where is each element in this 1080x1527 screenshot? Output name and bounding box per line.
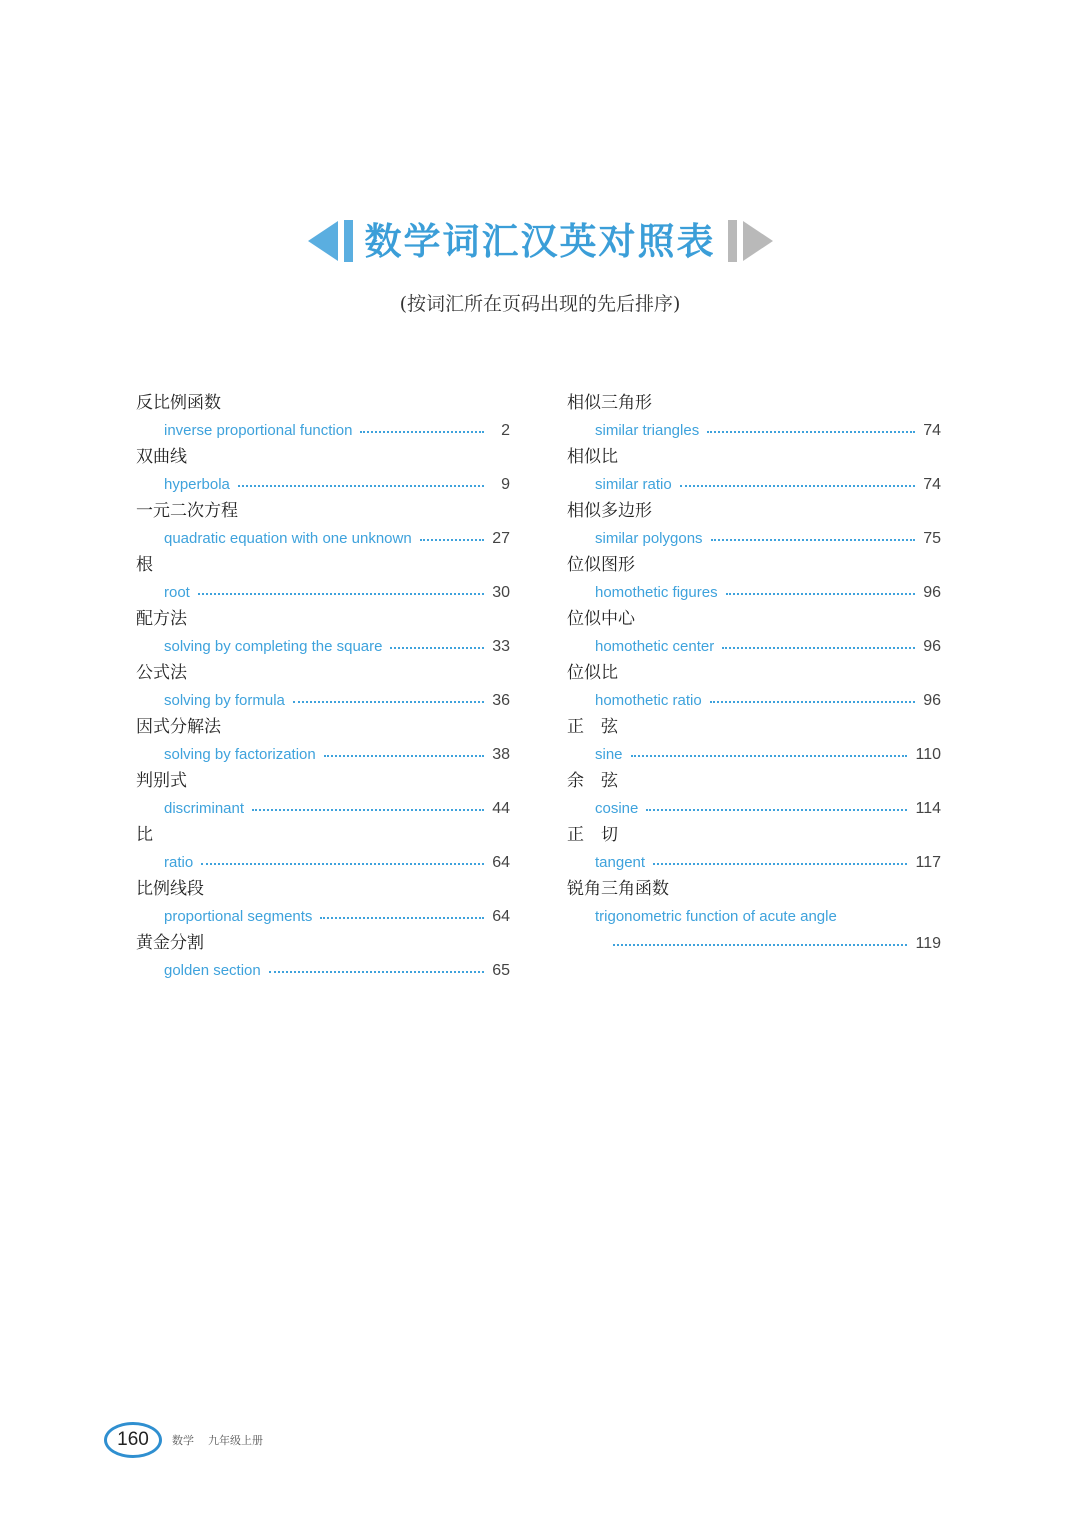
footer-subject: 数学 xyxy=(172,1434,194,1447)
dot-leader xyxy=(613,944,907,946)
page-ref: 44 xyxy=(492,799,510,817)
english-term: trigonometric function of acute angle xyxy=(595,908,837,925)
glossary-entry xyxy=(136,822,510,876)
page-ref: 36 xyxy=(492,691,510,709)
dot-leader xyxy=(726,593,915,595)
dot-leader xyxy=(198,593,484,595)
english-term: root xyxy=(164,584,190,601)
english-term: ratio xyxy=(164,854,194,871)
english-row xyxy=(567,471,941,498)
left-bar-icon xyxy=(344,220,353,262)
dot-leader xyxy=(646,809,907,811)
chinese-term: 公式法 xyxy=(136,663,187,683)
english-term: homothetic center xyxy=(595,638,715,655)
english-term: sine xyxy=(595,746,623,763)
dot-leader xyxy=(269,971,484,973)
page-ref: 30 xyxy=(492,583,510,601)
glossary-entry xyxy=(136,930,510,984)
english-row xyxy=(136,579,510,606)
chinese-term: 正 切 xyxy=(567,825,618,845)
chinese-term: 位似图形 xyxy=(567,555,635,575)
english-term: similar polygons xyxy=(595,530,703,547)
chinese-term: 配方法 xyxy=(136,609,187,629)
dot-leader xyxy=(360,431,484,433)
footer-grade: 九年级上册 xyxy=(208,1434,263,1447)
page-ref: 9 xyxy=(501,475,510,493)
left-arrow-decoration xyxy=(308,220,353,262)
english-row xyxy=(136,525,510,552)
dot-leader xyxy=(201,863,484,865)
chinese-term: 比例线段 xyxy=(136,879,204,899)
dot-leader xyxy=(722,647,915,649)
english-row xyxy=(136,471,510,498)
right-arrow-decoration xyxy=(728,220,773,262)
dot-leader xyxy=(631,755,908,757)
english-row xyxy=(136,687,510,714)
glossary-entry xyxy=(567,498,941,552)
glossary-entry xyxy=(136,714,510,768)
glossary-entry xyxy=(567,714,941,768)
glossary-entry xyxy=(567,552,941,606)
title-row xyxy=(0,215,1080,267)
page-ref: 96 xyxy=(923,637,941,655)
chinese-term: 锐角三角函数 xyxy=(567,879,669,899)
page-ref: 64 xyxy=(492,853,510,871)
right-column xyxy=(567,390,941,957)
page-number-badge xyxy=(104,1422,162,1458)
page-ref: 117 xyxy=(915,853,941,871)
chinese-term: 因式分解法 xyxy=(136,717,221,737)
chinese-term: 相似三角形 xyxy=(567,393,652,413)
english-row xyxy=(567,633,941,660)
english-term: solving by factorization xyxy=(164,746,316,763)
glossary-entry xyxy=(567,444,941,498)
dot-leader xyxy=(420,539,484,541)
english-term: solving by completing the square xyxy=(164,638,383,655)
english-term: tangent xyxy=(595,854,646,871)
left-column xyxy=(136,390,510,984)
page-ref: 65 xyxy=(492,961,510,979)
dot-leader xyxy=(252,809,484,811)
english-row-continued xyxy=(567,930,941,957)
english-row xyxy=(136,957,510,984)
english-term: proportional segments xyxy=(164,908,313,925)
english-row xyxy=(567,525,941,552)
english-row xyxy=(567,849,941,876)
english-term: inverse proportional function xyxy=(164,422,353,439)
english-term: similar ratio xyxy=(595,476,672,493)
glossary-entry xyxy=(567,876,941,957)
english-row xyxy=(136,903,510,930)
glossary-entry xyxy=(567,768,941,822)
chinese-term: 一元二次方程 xyxy=(136,501,238,521)
page-ref: 74 xyxy=(923,421,941,439)
glossary-entry xyxy=(567,660,941,714)
page-header xyxy=(0,215,1080,316)
page-ref: 64 xyxy=(492,907,510,925)
page-ref: 74 xyxy=(923,475,941,493)
english-term: discriminant xyxy=(164,800,245,817)
english-term: quadratic equation with one unknown xyxy=(164,530,412,547)
dot-leader xyxy=(710,701,915,703)
page-ref: 2 xyxy=(501,421,510,439)
english-row xyxy=(136,741,510,768)
chinese-term: 反比例函数 xyxy=(136,393,221,413)
glossary-entry xyxy=(136,390,510,444)
dot-leader xyxy=(324,755,484,757)
chinese-term: 判别式 xyxy=(136,771,187,791)
dot-leader xyxy=(238,485,484,487)
english-term: hyperbola xyxy=(164,476,230,493)
glossary-entry xyxy=(567,822,941,876)
chinese-term: 相似多边形 xyxy=(567,501,652,521)
glossary-entry xyxy=(567,606,941,660)
chinese-term: 余 弦 xyxy=(567,771,618,791)
english-term: solving by formula xyxy=(164,692,285,709)
english-term: golden section xyxy=(164,962,261,979)
chinese-term: 黄金分割 xyxy=(136,933,204,953)
page-ref: 114 xyxy=(915,799,941,817)
english-row xyxy=(567,795,941,822)
glossary-entry xyxy=(136,498,510,552)
english-term: homothetic ratio xyxy=(595,692,702,709)
page-ref: 110 xyxy=(915,745,941,763)
english-term: cosine xyxy=(595,800,639,817)
chinese-term: 位似中心 xyxy=(567,609,635,629)
english-row xyxy=(136,417,510,444)
dot-leader xyxy=(390,647,484,649)
english-row xyxy=(567,579,941,606)
english-term: homothetic figures xyxy=(595,584,718,601)
footer-text xyxy=(172,1432,277,1448)
glossary-entry xyxy=(136,444,510,498)
right-triangle-icon xyxy=(743,221,773,261)
english-row xyxy=(567,417,941,444)
page-ref: 119 xyxy=(915,934,941,952)
page-title: 数学词汇汉英对照表 xyxy=(364,219,716,263)
page-number: 160 xyxy=(117,1429,149,1450)
english-row xyxy=(136,849,510,876)
chinese-term: 位似比 xyxy=(567,663,618,683)
english-term: similar triangles xyxy=(595,422,700,439)
dot-leader xyxy=(680,485,915,487)
chinese-term: 比 xyxy=(136,825,153,845)
english-row xyxy=(136,633,510,660)
dot-leader xyxy=(707,431,915,433)
english-row xyxy=(136,795,510,822)
english-row xyxy=(567,687,941,714)
page-ref: 27 xyxy=(492,529,510,547)
dot-leader xyxy=(711,539,915,541)
page-footer xyxy=(104,1422,277,1458)
dot-leader xyxy=(653,863,907,865)
english-row xyxy=(567,741,941,768)
page-ref: 96 xyxy=(923,691,941,709)
glossary-entry xyxy=(136,552,510,606)
chinese-term: 相似比 xyxy=(567,447,618,467)
left-triangle-icon xyxy=(308,221,338,261)
glossary-entry xyxy=(136,768,510,822)
chinese-term: 正 弦 xyxy=(567,717,618,737)
chinese-term: 双曲线 xyxy=(136,447,187,467)
dot-leader xyxy=(293,701,484,703)
glossary-entry xyxy=(136,606,510,660)
glossary-entry xyxy=(136,876,510,930)
right-bar-icon xyxy=(728,220,737,262)
page-subtitle: (按词汇所在页码出现的先后排序) xyxy=(399,293,681,315)
chinese-term: 根 xyxy=(136,555,153,575)
english-row xyxy=(567,903,941,930)
glossary-entry xyxy=(136,660,510,714)
glossary-entry xyxy=(567,390,941,444)
dot-leader xyxy=(320,917,484,919)
page-ref: 33 xyxy=(492,637,510,655)
page-ref: 96 xyxy=(923,583,941,601)
page-ref: 75 xyxy=(923,529,941,547)
page-ref: 38 xyxy=(492,745,510,763)
